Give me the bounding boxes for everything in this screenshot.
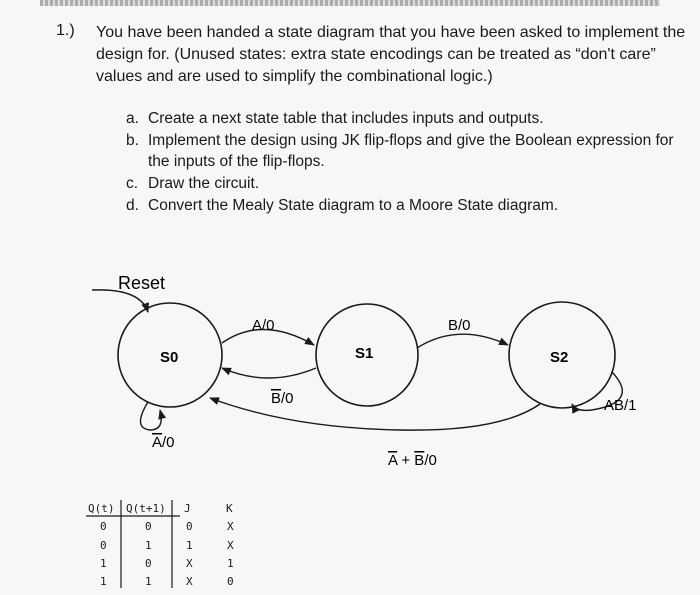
jk-r3-j: X bbox=[186, 575, 193, 588]
jk-r2-q: 1 bbox=[100, 557, 107, 570]
state-s0-label: S0 bbox=[160, 349, 179, 366]
part-b-text: Implement the design using JK flip-flops and give the Boolean expression for the inputs of the flip-flops. bbox=[148, 132, 674, 170]
jk-r3-k: 0 bbox=[227, 575, 234, 588]
part-c-label: c. bbox=[126, 175, 139, 192]
label-s0-to-s1: A/0 bbox=[252, 317, 275, 334]
jk-r0-q: 0 bbox=[100, 520, 107, 533]
label-s1-to-s0-out: /0 bbox=[281, 390, 294, 407]
jk-r0-j: 0 bbox=[186, 520, 193, 533]
label-s0-self bbox=[152, 434, 175, 451]
part-a-text: Create a next state table that includes inputs and outputs. bbox=[148, 110, 544, 127]
jk-r0-k: X bbox=[227, 520, 234, 533]
jk-r1-q1: 1 bbox=[145, 539, 152, 552]
part-c-text: Draw the circuit. bbox=[148, 175, 260, 192]
jk-header-qt1: Q(t+1) bbox=[126, 502, 166, 515]
label-s0-self-var: A bbox=[152, 434, 163, 451]
jk-excitation-table bbox=[86, 500, 234, 588]
jk-header-k: K bbox=[226, 502, 233, 515]
arrow-s1-to-s2 bbox=[417, 334, 508, 348]
reset-arrow bbox=[92, 290, 148, 312]
label-s2-to-s0 bbox=[388, 452, 437, 469]
part-d-text: Convert the Mealy State diagram to a Moore State diagram. bbox=[148, 197, 559, 214]
label-s2-to-s0-plus: + bbox=[397, 452, 415, 469]
jk-r1-q: 0 bbox=[100, 539, 107, 552]
state-s1-label: S1 bbox=[355, 345, 374, 362]
jk-r2-k: 1 bbox=[227, 557, 234, 570]
label-s1-to-s0-var: B bbox=[271, 390, 282, 407]
arrow-s2-to-s0 bbox=[210, 398, 540, 430]
label-s2-to-s0-a: A bbox=[388, 452, 398, 469]
jk-r0-q1: 0 bbox=[145, 520, 152, 533]
label-s2-self: AB/1 bbox=[604, 397, 637, 414]
jk-r1-k: X bbox=[227, 539, 234, 552]
jk-r1-j: 1 bbox=[186, 539, 193, 552]
label-s1-to-s0 bbox=[271, 390, 294, 407]
jk-r2-j: X bbox=[186, 557, 193, 570]
label-s2-to-s0-out: /0 bbox=[424, 452, 437, 469]
jk-r3-q: 1 bbox=[100, 575, 107, 588]
question-text: You have been handed a state diagram that you have been asked to implement the design for. (Unused states: extra state encodings can be treated as “don't care” values and are used to simplify the combinational logic.) bbox=[96, 24, 686, 85]
label-s0-self-out: /0 bbox=[162, 434, 175, 451]
reset-label: Reset bbox=[118, 273, 166, 293]
label-s1-to-s2: B/0 bbox=[448, 317, 471, 334]
label-s2-to-s0-b: B bbox=[414, 452, 425, 469]
part-d-label: d. bbox=[126, 197, 139, 214]
question-number: 1.) bbox=[56, 22, 75, 39]
jk-r2-q1: 0 bbox=[145, 557, 152, 570]
state-s2-label: S2 bbox=[550, 349, 569, 366]
part-a-label: a. bbox=[126, 110, 139, 127]
jk-r3-q1: 1 bbox=[145, 575, 152, 588]
jk-header-j: J bbox=[184, 502, 191, 515]
part-b-label: b. bbox=[126, 132, 139, 149]
arrow-s1-to-s0 bbox=[222, 368, 316, 378]
jk-header-qt: Q(t) bbox=[88, 502, 115, 515]
